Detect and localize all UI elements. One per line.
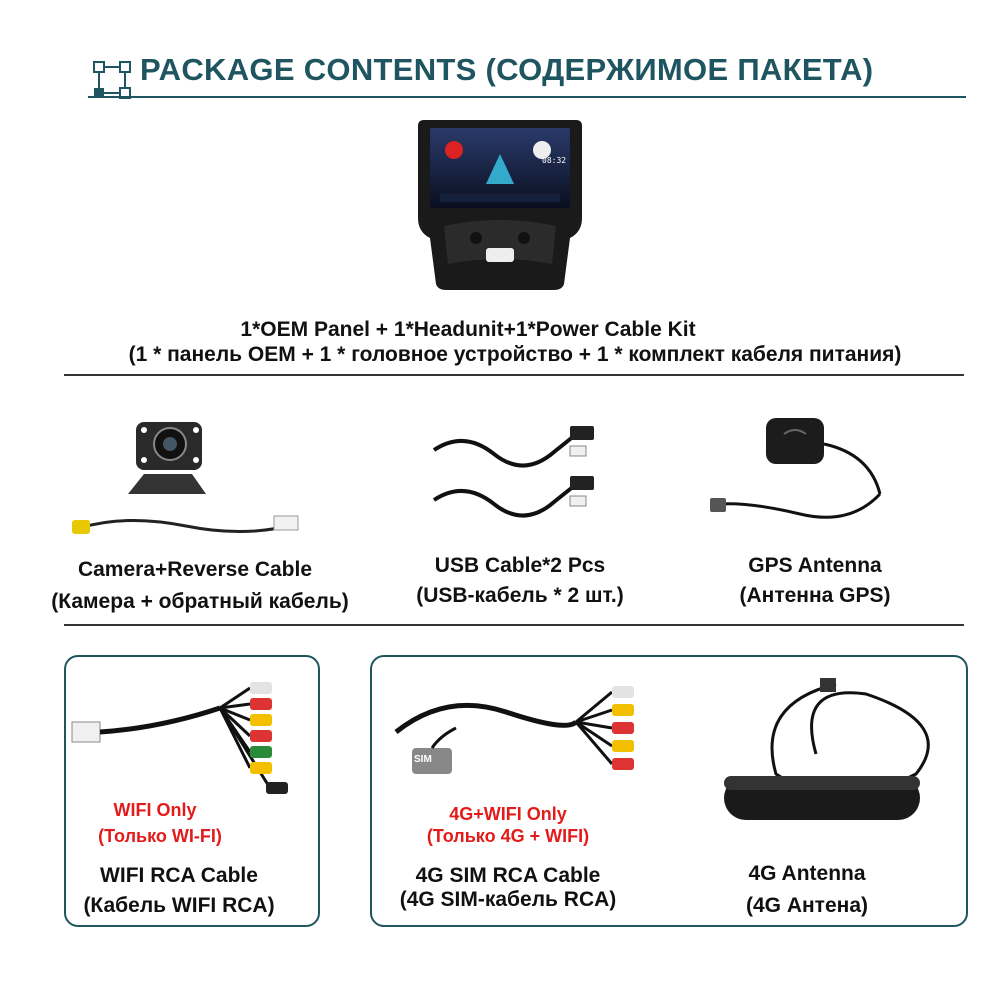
sim-label: SIM: [414, 754, 432, 765]
grid-logo-icon: [92, 60, 132, 100]
antenna-caption-ru: (4G Антена): [745, 894, 868, 917]
wifi-rca-cable-icon: [70, 668, 310, 798]
headunit-image: [414, 114, 586, 290]
usb-caption-ru: (USB-кабель * 2 шт.): [416, 584, 624, 607]
sim-caption-ru: (4G SIM-кабель RCA): [399, 888, 617, 911]
camera-icon: [66, 416, 306, 548]
gps-antenna-icon: [700, 414, 890, 534]
main-caption-ru: (1 * панель OEM + 1 * головное устройство + 1 * комплект кабеля питания): [128, 343, 902, 366]
camera-caption-ru: (Камера + обратный кабель): [51, 590, 349, 613]
sim-note-en: 4G+WIFI Only: [449, 804, 567, 824]
wifi-note-ru: (Только WI-FI): [98, 826, 222, 846]
usb-cable-icon: [424, 424, 604, 524]
4g-antenna-icon: [716, 664, 952, 832]
section-divider-1: [64, 374, 964, 376]
sim-caption-en: 4G SIM RCA Cable: [415, 864, 601, 887]
4g-sim-cable-icon: [386, 672, 656, 792]
antenna-caption-en: 4G Antenna: [748, 862, 866, 885]
wifi-note-en: WIFI Only: [113, 800, 197, 820]
camera-caption-en: Camera+Reverse Cable: [77, 558, 313, 581]
page-title: PACKAGE CONTENTS (СОДЕРЖИМОЕ ПАКЕТА): [140, 52, 874, 87]
title-divider: [88, 96, 966, 98]
usb-caption-en: USB Cable*2 Pcs: [434, 554, 606, 577]
main-caption-en: 1*OEM Panel + 1*Headunit+1*Power Cable Kit: [240, 318, 696, 341]
gps-caption-ru: (Антенна GPS): [739, 584, 891, 607]
sim-note-ru: (Только 4G + WIFI): [426, 826, 590, 846]
screen-clock: 08:32: [542, 156, 567, 165]
gps-caption-en: GPS Antenna: [748, 554, 882, 577]
wifi-caption-ru: (Кабель WIFI RCA): [83, 894, 275, 917]
wifi-caption-en: WIFI RCA Cable: [100, 864, 258, 887]
section-divider-2: [64, 624, 964, 626]
